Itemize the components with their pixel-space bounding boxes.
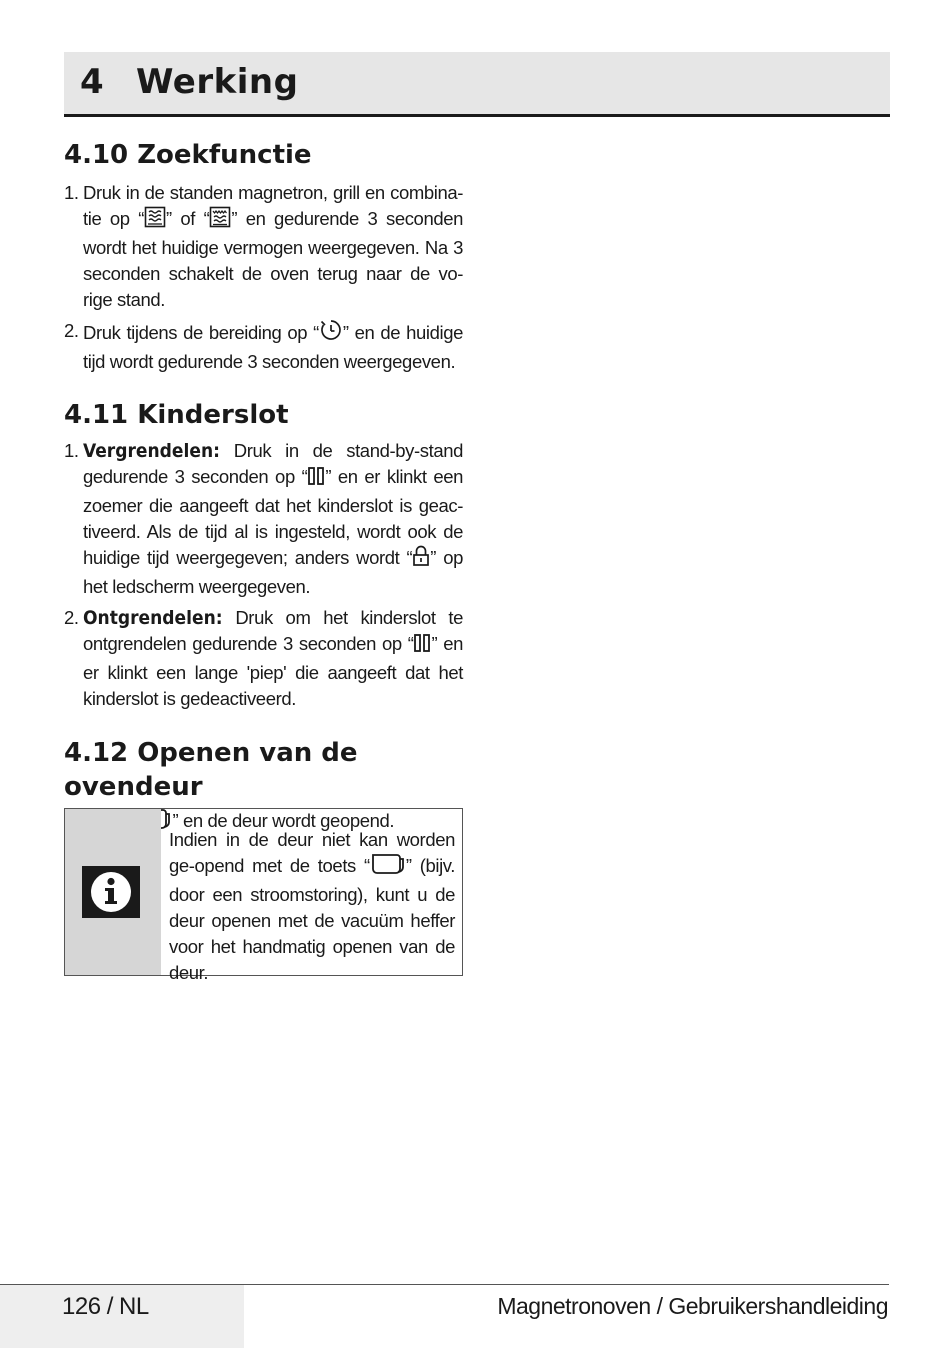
- microwave-icon: [144, 206, 166, 235]
- section-search-function: [64, 138, 463, 375]
- footer-page-box: [0, 1285, 244, 1348]
- term-lock: Vergrendelen:: [83, 440, 220, 462]
- section-heading: 4.12 Openen van de ovendeur: [64, 738, 358, 802]
- document-title: Magnetronoven / Gebruikershandleiding: [497, 1293, 888, 1319]
- page-number: 126 / NL: [62, 1293, 149, 1320]
- list-item: 2. Ontgrendelen: Druk om het kinderslot te ontgrendelen gedurende 3 seconden op “ ” en er klinkt een lange 'piep' die aangeeft dat het kinderslot is gedeactiveerd.: [64, 607, 463, 709]
- child-lock-key-icon: [413, 633, 431, 660]
- list-marker: 2.: [64, 607, 79, 628]
- grill-icon: [209, 206, 231, 235]
- chapter-title: [80, 62, 298, 102]
- chapter-name: Werking: [136, 62, 299, 102]
- list-marker: 2.: [64, 320, 79, 341]
- note-text: Indien in de deur niet kan worden ge-opend met de toets “ ” (bijv. door een stroomstoring), kunt u de deur openen met de vacuüm heffer voor het handmatig openen van de deur.: [169, 829, 455, 983]
- section-child-lock: [64, 398, 463, 712]
- instruction-text: ” en de deur wordt geopend.: [64, 808, 463, 837]
- term-unlock: Ontgrendelen:: [83, 607, 223, 629]
- section-heading: 4.10 Zoekfunctie: [64, 140, 312, 170]
- child-lock-key-icon: [307, 466, 325, 493]
- instruction-list: [64, 180, 463, 375]
- note-sidebar: [65, 809, 161, 975]
- list-item: 2. Druk tijdens de bereiding op “ ” en de huidige tijd wordt gedurende 3 seconden weergegeven.: [64, 320, 463, 372]
- info-note: [64, 808, 463, 983]
- list-marker: 1.: [64, 182, 79, 203]
- door-open-icon: [370, 853, 406, 882]
- info-icon: [82, 866, 140, 918]
- chapter-header: [64, 52, 890, 117]
- clock-icon: [319, 318, 343, 349]
- chapter-number: 4: [80, 62, 105, 102]
- lock-icon: [412, 545, 430, 574]
- section-heading: 4.11 Kinderslot: [64, 400, 289, 430]
- instruction-list: [64, 438, 463, 712]
- list-item: 1. Vergrendelen: Druk in de stand-by-stand gedurende 3 seconden op “ ” en er klinkt een zoemer die aangeeft dat het kinderslot is geac-tiveerd. Als de tijd al is ingesteld, wordt ook de huidige tijd weergegeven; anders wordt “ ” op het ledscherm weergegeven.: [64, 440, 463, 597]
- list-marker: 1.: [64, 440, 79, 461]
- list-item: 1. Druk in de standen magnetron, grill en combina-tie op “ ” of “ ” en gedurende 3 seconden wordt het huidige vermogen weergegeven. Na 3 seconden schakelt de oven terug naar de vo-rige stand.: [64, 182, 464, 310]
